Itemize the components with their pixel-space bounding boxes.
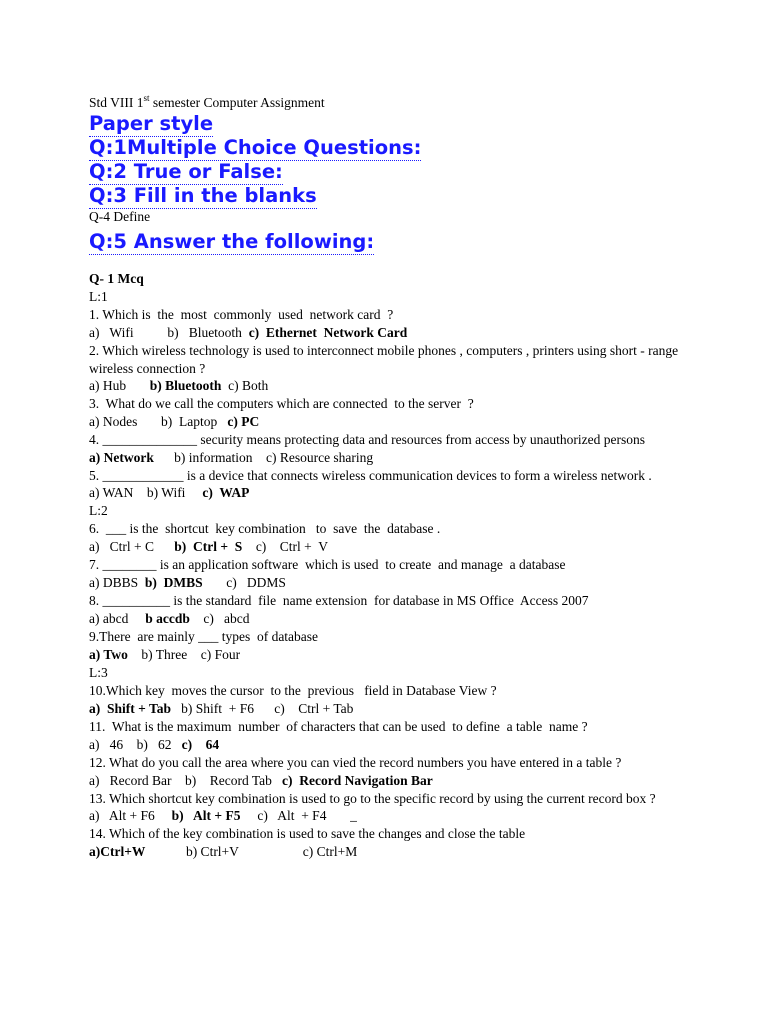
answer-1: c) Ethernet Network Card (248, 325, 408, 340)
options-11 (89, 736, 719, 754)
options-1-plain: a) Wifi b) Bluetooth (89, 325, 249, 340)
level-2-label: L:2 (89, 503, 108, 518)
question-5: 5. ____________ is a device that connects wireless communication devices to form a wireless network . (89, 467, 652, 483)
question-1: 1. Which is the most commonly used network card ? (89, 307, 394, 322)
document-header (89, 94, 719, 112)
answer-8: b accdb (145, 611, 190, 626)
options-2 (89, 377, 719, 395)
options-2-a: a) Hub (89, 378, 150, 393)
options-12-plain: a) Record Bar b) Record Tab (89, 772, 282, 788)
options-13-a: a) Alt + F6 (89, 808, 172, 823)
q4-define-line (89, 208, 719, 226)
heading-paper-style: Paper style (89, 112, 214, 135)
header-rest: semester Computer Assignment (149, 95, 325, 110)
options-9-plain: b) Three c) Four (127, 647, 241, 662)
question-14: 14. Which of the key combination is used to save the changes and close the table (89, 826, 526, 841)
answer-2: b) Bluetooth (149, 378, 222, 393)
heading-q1: Q:1Multiple Choice Questions: (89, 136, 422, 159)
question-7: 7. ________ is an application software which is used to create and manage a database (89, 557, 566, 572)
level-1-label: L:1 (89, 289, 108, 304)
answer-6: b) Ctrl + S (174, 539, 243, 554)
options-14 (89, 843, 719, 861)
options-9 (89, 646, 719, 664)
options-14-plain: b) Ctrl+V c) Ctrl+M (145, 844, 358, 859)
options-4 (89, 449, 719, 467)
q4-label: Q (89, 209, 99, 224)
options-5 (89, 484, 719, 502)
question-6: 6. ___ is the shortcut key combination to save the database . (89, 521, 441, 536)
question-13: 13. Which shortcut key combination is used to go to the specific record by using the current record box ? (89, 790, 656, 806)
answer-12: c) Record Navigation Bar (282, 772, 433, 788)
options-5-plain: a) WAN b) Wifi (89, 485, 203, 500)
question-10: 10.Which key moves the cursor to the previous field in Database View ? (89, 683, 497, 698)
answer-4: a) Network (89, 449, 154, 465)
question-12: 12. What do you call the area where you can vied the record numbers you have entered in a table ? (89, 755, 622, 770)
answer-14: a)Ctrl+W (89, 844, 146, 859)
options-8-a: a) abcd (89, 611, 146, 626)
heading-q2: Q:2 True or False: (89, 160, 283, 183)
options-3 (89, 413, 719, 431)
options-3-plain: a) Nodes b) Laptop (89, 414, 228, 429)
answer-11: c) 64 (181, 737, 220, 752)
options-10 (89, 700, 719, 718)
options-8-c: c) abcd (189, 611, 250, 626)
options-11-plain: a) 46 b) 62 (89, 737, 182, 752)
section-title: Q- 1 Mcq (89, 271, 144, 286)
options-7-a: a) DBBS (89, 575, 145, 590)
options-7-c: c) DDMS (202, 575, 286, 590)
answer-13: b) Alt + F5 (171, 808, 241, 823)
options-13 (89, 807, 719, 825)
options-10-plain: b) Shift + F6 c) Ctrl + Tab (170, 701, 354, 716)
question-11: 11. What is the maximum number of characters that can be used to define a table name ? (89, 719, 588, 734)
options-6-c: c) Ctrl + V (242, 539, 329, 554)
heading-q3: Q:3 Fill in the blanks (89, 184, 317, 207)
options-12 (89, 772, 719, 790)
question-8: 8. __________ is the standard file name extension for database in MS Office Access 2007 (89, 593, 589, 608)
heading-q5: Q:5 Answer the following: (89, 230, 375, 253)
options-6 (89, 538, 719, 556)
options-8 (89, 610, 719, 628)
document-body (89, 94, 719, 861)
level-3-label: L:3 (89, 665, 108, 680)
answer-10: a) Shift + Tab (89, 701, 171, 716)
options-13-c: c) Alt + F4 _ (240, 808, 357, 823)
question-9: 9.There are mainly ___ types of database (89, 629, 319, 644)
question-3: 3. What do we call the computers which are connected to the server ? (89, 396, 474, 411)
options-1 (89, 324, 719, 342)
question-4: 4. ______________ security means protecting data and resources from access by unauthorized persons (89, 432, 645, 447)
options-2-c: c) Both (221, 378, 269, 393)
q4-text: -4 Define (98, 209, 151, 224)
answer-9: a) Two (89, 647, 128, 662)
question-2: 2. Which wireless technology is used to interconnect mobile phones , computers , printers using short - range wireless connection ? (89, 343, 679, 376)
header-std: Std VIII 1 (89, 95, 144, 110)
header-superscript: st (143, 93, 150, 103)
answer-7: b) DMBS (144, 575, 203, 590)
answer-5: c) WAP (202, 485, 250, 500)
answer-3: c) PC (227, 414, 260, 429)
options-4-plain: b) information c) Resource sharing (153, 449, 374, 465)
options-6-a: a) Ctrl + C (89, 539, 175, 554)
options-7 (89, 574, 719, 592)
